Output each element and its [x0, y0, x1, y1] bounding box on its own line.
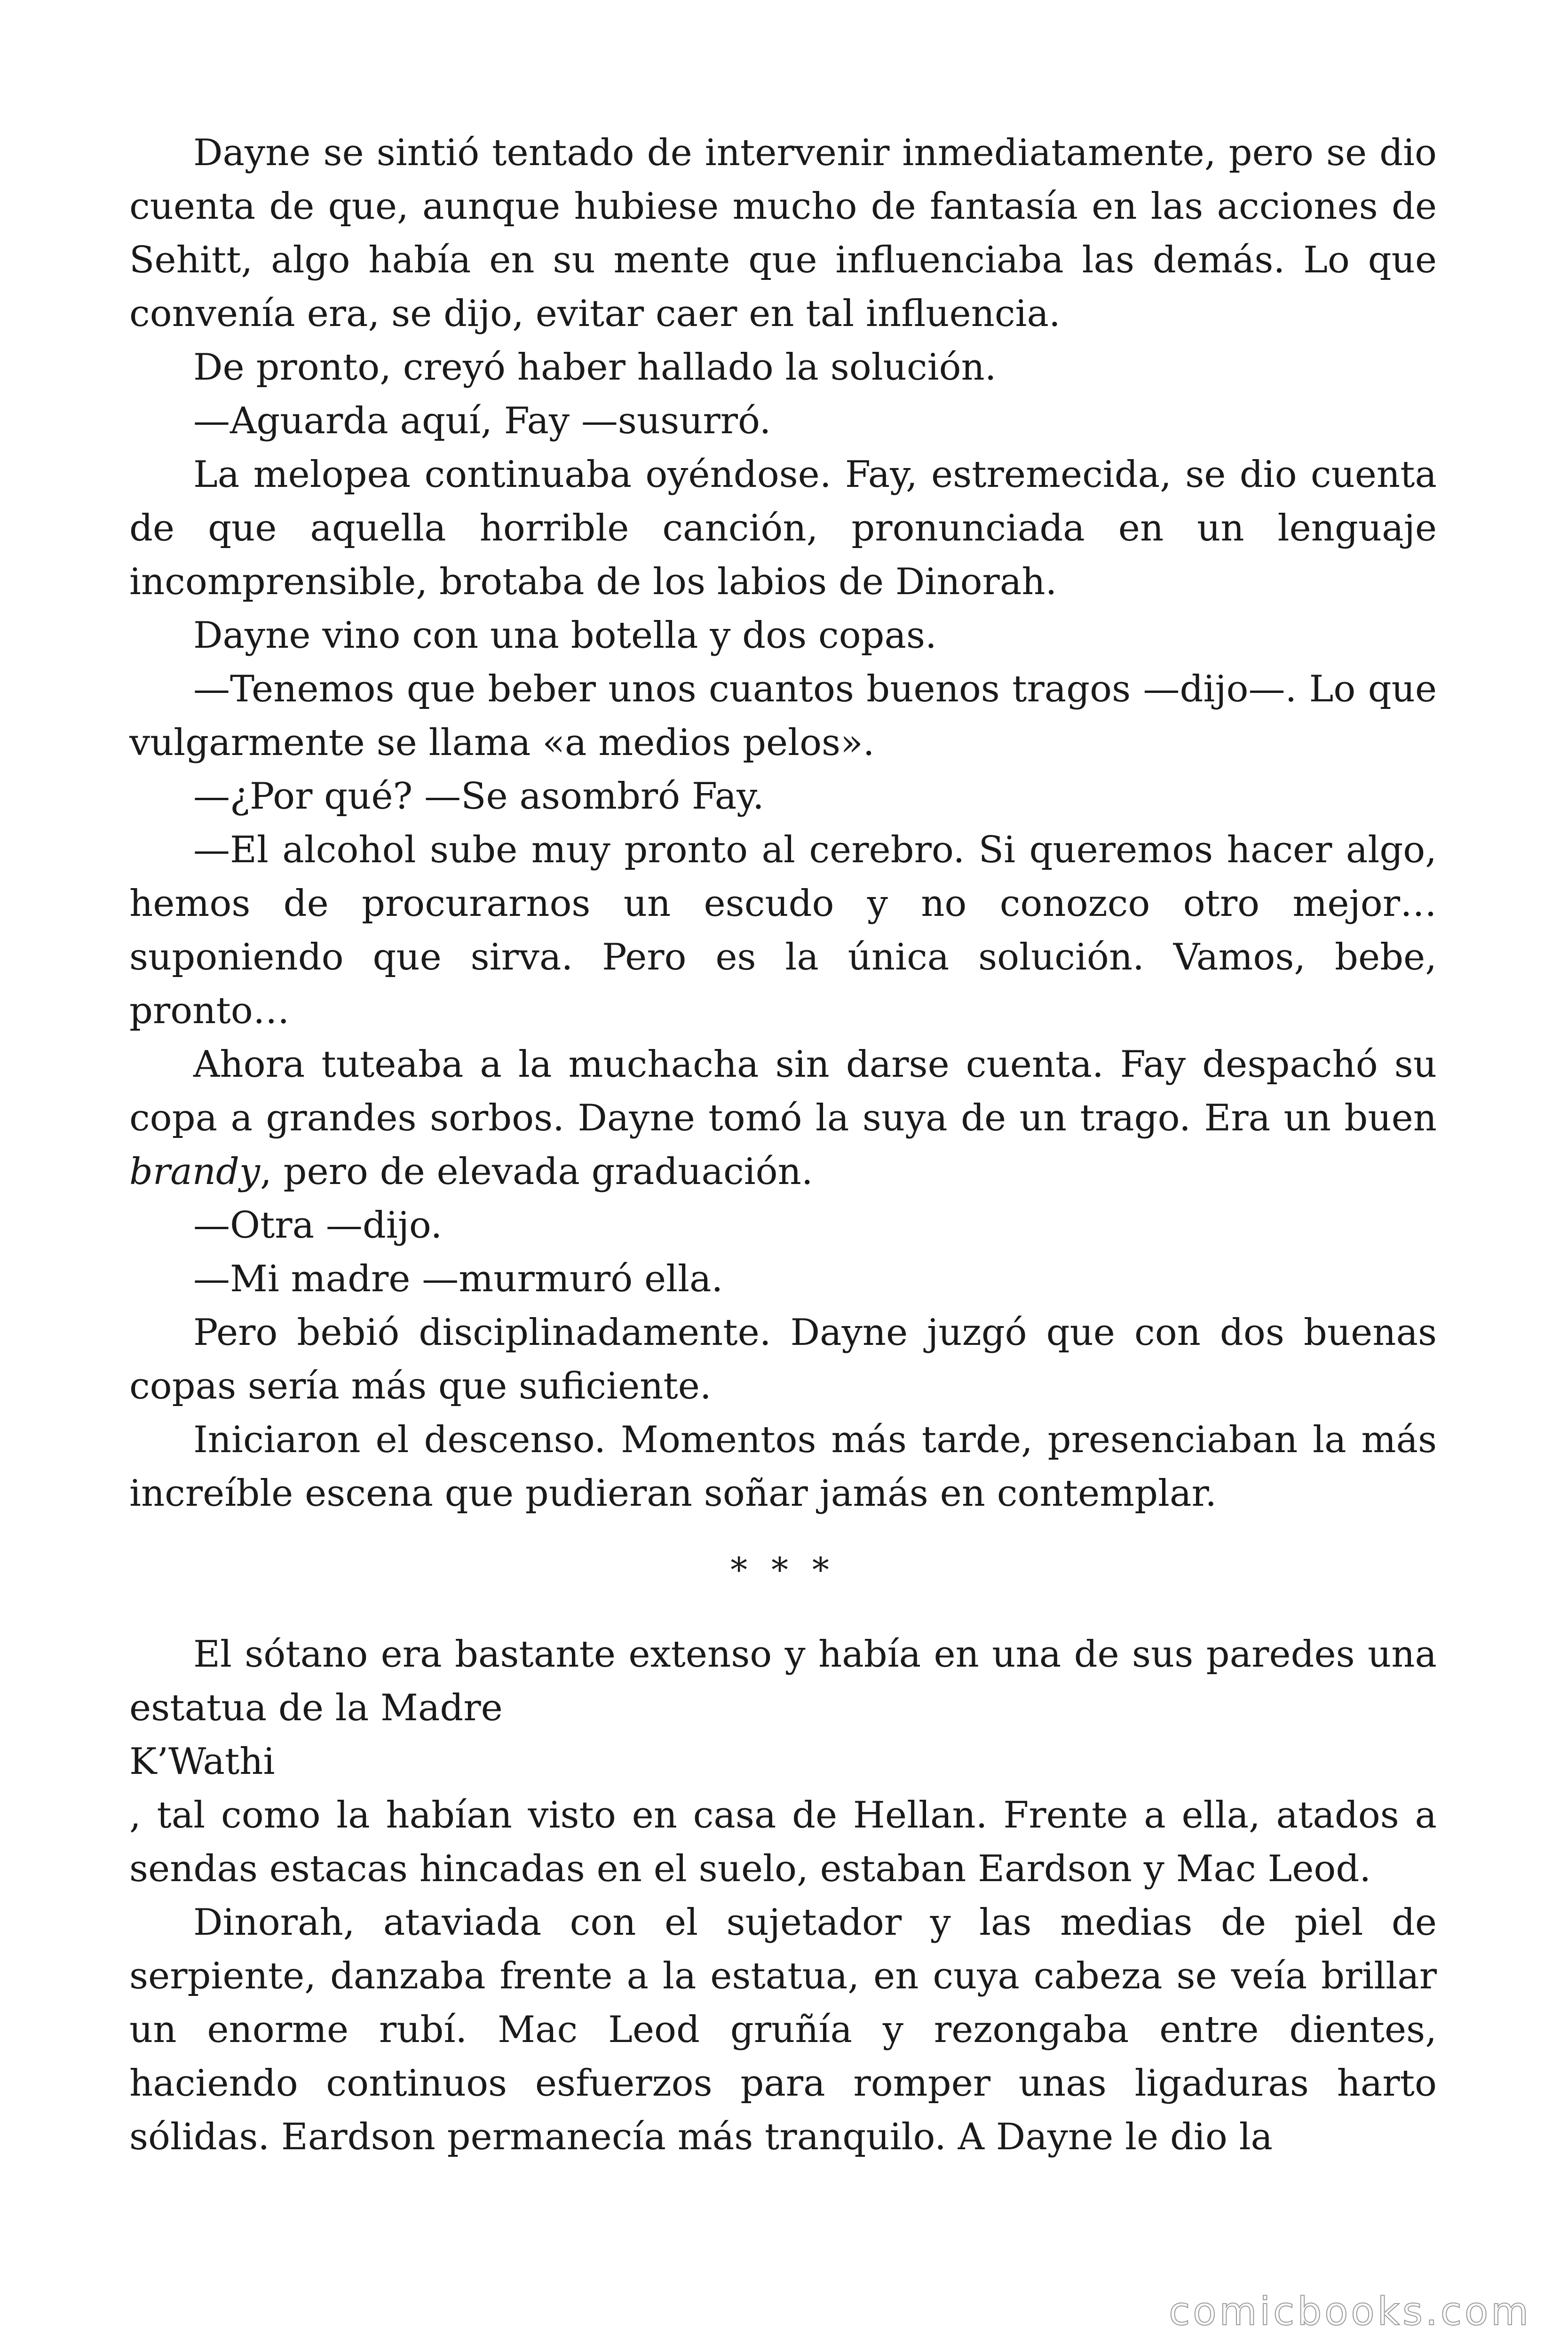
paragraph: —Otra —dijo.	[193, 1204, 443, 1247]
paragraph: Dayne vino con una botella y dos copas.	[193, 614, 937, 657]
watermark-logo: comicbooks.com	[1169, 2289, 1531, 2334]
paragraph: Dayne se sintió tentado de intervenir inmediatamente, pero se dio cuenta de que, aunque hubiese mucho de fantasía en las acciones de Sehitt, algo había en su mente que influenciaba las demás. Lo que convenía era, se dijo, evitar caer en tal influencia.	[129, 132, 1437, 335]
paragraph: Dinorah, ataviada con el sujetador y las medias de piel de serpiente, danzaba frente a la estatua, en cuya cabeza se veía brillar un enorme rubí. Mac Leod gruñía y rezongaba entre dientes, haciendo continuos esfuerzos para romper unas ligaduras harto sólidas. Eardson permanecía más tranquilo. A Dayne le dio la	[129, 1901, 1437, 2158]
paragraph: El sótano era bastante extenso y había en una de sus paredes una estatua de la Madre	[129, 1633, 1437, 1729]
brandy-text-after: , pero de elevada graduación.	[260, 1151, 813, 1193]
paragraph-fragment: K’Wathi	[129, 1740, 275, 1783]
brandy-paragraph	[129, 1038, 1437, 1199]
book-page	[129, 126, 1437, 2164]
paragraph: —Tenemos que beber unos cuantos buenos tragos —dijo—. Lo que vulgarmente se llama «a medios pelos».	[129, 668, 1437, 764]
brandy-text-before: Ahora tuteaba a la muchacha sin darse cuenta. Fay despachó su copa a grandes sorbos. Dayne tomó la suya de un trago. Era un buen	[129, 1043, 1437, 1139]
paragraph: —Aguarda aquí, Fay —susurró.	[193, 400, 771, 442]
paragraph: —Mi madre —murmuró ella.	[193, 1258, 723, 1300]
paragraph-fragment: , tal como la habían visto en casa de Hellan. Frente a ella, atados a sendas estacas hincadas en el suelo, estaban Eardson y Mac Leod.	[129, 1794, 1437, 1890]
section-separator: * * *	[730, 1550, 836, 1589]
paragraph: Iniciaron el descenso. Momentos más tarde, presenciaban la más increíble escena que pudieran soñar jamás en contemplar.	[129, 1419, 1437, 1515]
paragraph: Pero bebió disciplinadamente. Dayne juzgó que con dos buenas copas sería más que suficiente.	[129, 1311, 1437, 1407]
paragraph: De pronto, creyó haber hallado la solución.	[193, 346, 997, 389]
paragraph: —¿Por qué? —Se asombró Fay.	[193, 775, 764, 818]
paragraph: —El alcohol sube muy pronto al cerebro. Si queremos hacer algo, hemos de procurarnos un escudo y no conozco otro mejor… suponiendo que sirva. Pero es la única solución. Vamos, bebe, pronto…	[129, 829, 1437, 1032]
brandy-italic-word: brandy	[129, 1151, 260, 1193]
paragraph: La melopea continuaba oyéndose. Fay, estremecida, se dio cuenta de que aquella horrible canción, pronunciada en un lenguaje incomprensible, brotaba de los labios de Dinorah.	[129, 453, 1437, 603]
